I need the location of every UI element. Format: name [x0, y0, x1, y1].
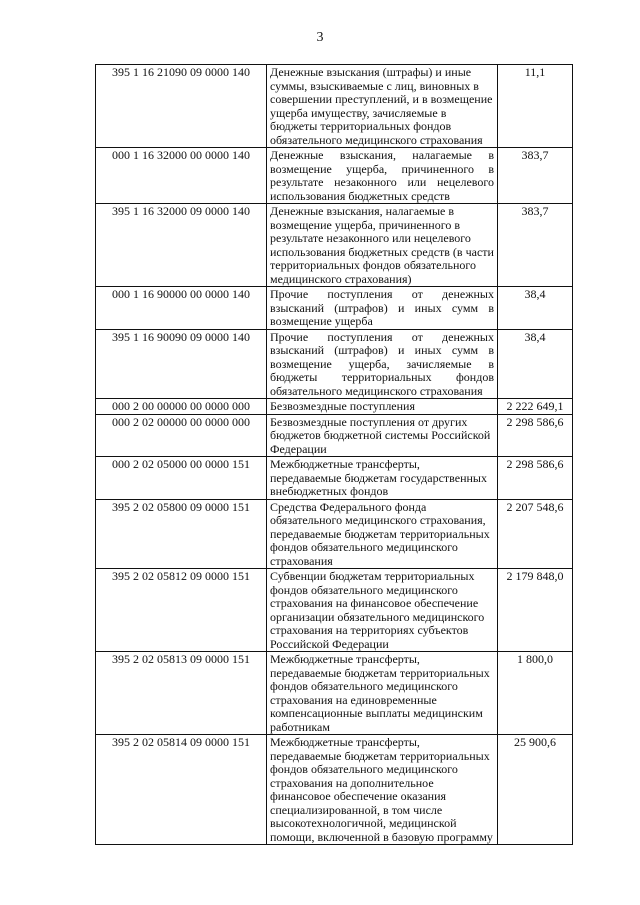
budget-code-cell: 395 1 16 21090 09 0000 140: [96, 65, 267, 148]
table-row: [96, 204, 573, 287]
amount-cell: 2 298 586,6: [498, 414, 573, 457]
amount-cell: 38,4: [498, 287, 573, 330]
budget-code-cell: 395 2 02 05813 09 0000 151: [96, 652, 267, 735]
table-row: [96, 399, 573, 415]
description-cell: Межбюджетные трансферты, передаваемые бюджетам территориальных фондов обязательного медицинского страхования на единовременные компенсационные выплаты медицинским работникам: [267, 652, 498, 735]
budget-code-cell: 395 2 02 05800 09 0000 151: [96, 499, 267, 569]
amount-cell: 1 800,0: [498, 652, 573, 735]
table-row: [96, 735, 573, 845]
description-cell: Денежные взыскания, налагаемые в возмещение ущерба, причиненного в результате незаконного или нецелевого использования бюджетных средств: [267, 148, 498, 204]
amount-cell: 38,4: [498, 329, 573, 399]
amount-cell: 25 900,6: [498, 735, 573, 845]
description-cell: Прочие поступления от денежных взысканий (штрафов) и иных сумм в возмещение ущерба, зачисляемые в бюджеты территориальных фондов обязательного медицинского страхования: [267, 329, 498, 399]
description-cell: Денежные взыскания (штрафы) и иные суммы, взыскиваемые с лиц, виновных в совершении преступлений, и в возмещение ущерба имуществу, зачисляемые в бюджеты территориальных фондов обязательного медицинского страхования: [267, 65, 498, 148]
table-row: [96, 569, 573, 652]
table-row: [96, 329, 573, 399]
description-cell: Субвенции бюджетам территориальных фондов обязательного медицинского страхования на финансовое обеспечение организации обязательного медицинского страхования на территориях субъектов Российской Федерации: [267, 569, 498, 652]
amount-cell: 2 179 848,0: [498, 569, 573, 652]
description-cell: Межбюджетные трансферты, передаваемые бюджетам государственных внебюджетных фондов: [267, 457, 498, 500]
budget-code-cell: 395 1 16 90090 09 0000 140: [96, 329, 267, 399]
amount-cell: 383,7: [498, 148, 573, 204]
budget-code-cell: 000 2 02 00000 00 0000 000: [96, 414, 267, 457]
description-cell: Безвозмездные поступления от других бюджетов бюджетной системы Российской Федерации: [267, 414, 498, 457]
budget-code-cell: 000 2 02 05000 00 0000 151: [96, 457, 267, 500]
table-row: [96, 287, 573, 330]
amount-cell: 2 222 649,1: [498, 399, 573, 415]
budget-code-cell: 395 1 16 32000 09 0000 140: [96, 204, 267, 287]
table-row: [96, 499, 573, 569]
description-cell: Денежные взыскания, налагаемые в возмещение ущерба, причиненного в результате незаконного или нецелевого использования бюджетных средств (в части территориальных фондов обязательного медицинского страхования): [267, 204, 498, 287]
amount-cell: 11,1: [498, 65, 573, 148]
table-row: [96, 414, 573, 457]
budget-code-cell: 000 1 16 90000 00 0000 140: [96, 287, 267, 330]
description-cell: Средства Федерального фонда обязательного медицинского страхования, передаваемые бюджетам территориальных фондов обязательного медицинского страхования: [267, 499, 498, 569]
amount-cell: 2 207 548,6: [498, 499, 573, 569]
description-cell: Межбюджетные трансферты, передаваемые бюджетам территориальных фондов обязательного медицинского страхования на дополнительное финансовое обеспечение оказания специализированной, в том числе высокотехнологичной, медицинской помощи, включенной в базовую программу: [267, 735, 498, 845]
budget-code-cell: 395 2 02 05812 09 0000 151: [96, 569, 267, 652]
page-number: 3: [316, 30, 324, 45]
budget-code-cell: 000 1 16 32000 00 0000 140: [96, 148, 267, 204]
budget-revenue-table: [95, 64, 573, 845]
description-cell: Прочие поступления от денежных взысканий (штрафов) и иных сумм в возмещение ущерба: [267, 287, 498, 330]
description-cell: Безвозмездные поступления: [267, 399, 498, 415]
table-row: [96, 457, 573, 500]
amount-cell: 2 298 586,6: [498, 457, 573, 500]
table-row: [96, 65, 573, 148]
amount-cell: 383,7: [498, 204, 573, 287]
budget-code-cell: 000 2 00 00000 00 0000 000: [96, 399, 267, 415]
budget-code-cell: 395 2 02 05814 09 0000 151: [96, 735, 267, 845]
table-row: [96, 652, 573, 735]
table-row: [96, 148, 573, 204]
